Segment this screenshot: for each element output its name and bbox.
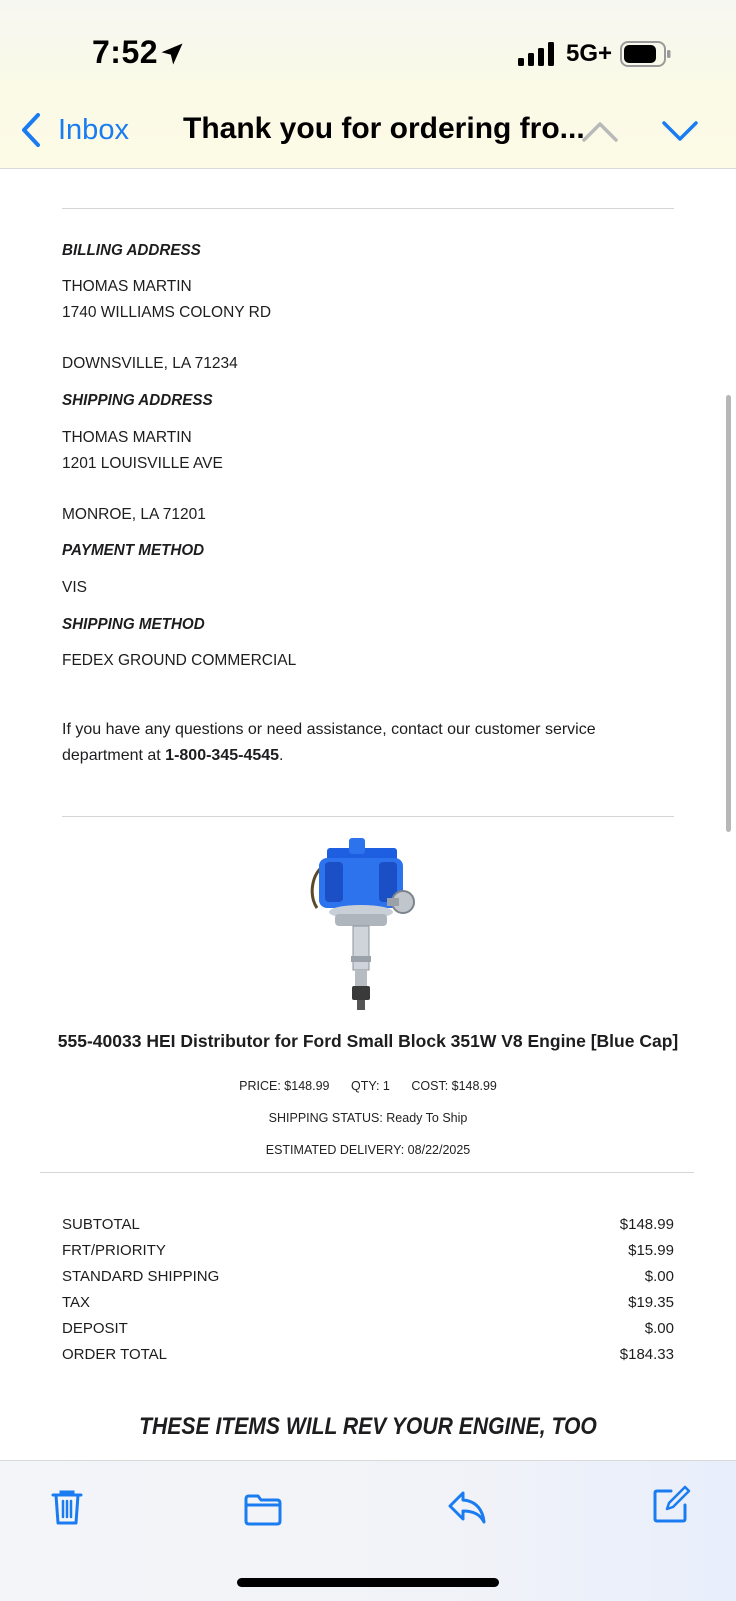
- shipping-address-heading: SHIPPING ADDRESS: [62, 392, 213, 409]
- totals-label: FRT/PRIORITY: [62, 1242, 166, 1259]
- billing-address-heading: BILLING ADDRESS: [62, 242, 201, 259]
- totals-value: $.00: [644, 1268, 674, 1285]
- back-to-inbox-button[interactable]: Inbox: [58, 114, 129, 146]
- email-body[interactable]: [0, 168, 736, 1460]
- battery-icon: [620, 40, 672, 68]
- distributor-product-image[interactable]: [305, 836, 425, 1012]
- product-qty: QTY: 1: [350, 1079, 390, 1093]
- chevron-up-icon[interactable]: [580, 118, 620, 144]
- billing-name: THOMAS MARTIN: [62, 278, 192, 295]
- product-price-row: [0, 1079, 736, 1093]
- estimated-delivery: ESTIMATED DELIVERY: 08/22/2025: [265, 1143, 471, 1157]
- chevron-left-icon[interactable]: [18, 112, 44, 148]
- shipping-method-value: FEDEX GROUND COMMERCIAL: [62, 652, 297, 669]
- top-bar: [0, 0, 736, 169]
- phone-link[interactable]: 1-800-345-4545: [165, 747, 280, 764]
- shipping-status: SHIPPING STATUS: Ready To Ship: [268, 1111, 468, 1125]
- divider: [40, 1172, 694, 1173]
- divider: [62, 208, 674, 209]
- promo-heading: THESE ITEMS WILL REV YOUR ENGINE, TOO: [139, 1413, 597, 1440]
- product-title[interactable]: 555-40033 HEI Distributor for Ford Small Block 351W V8 Engine [Blue Cap]: [57, 1031, 679, 1051]
- home-indicator[interactable]: [237, 1578, 499, 1587]
- totals-value: $.00: [644, 1320, 674, 1337]
- email-subject-title: Thank you for ordering fro...: [183, 112, 585, 145]
- contact-text: If you have any questions or need assistance, contact our customer service department at: [62, 721, 596, 764]
- totals-label: STANDARD SHIPPING: [62, 1268, 220, 1285]
- trash-icon[interactable]: [47, 1487, 87, 1527]
- cellular-signal-icon: [518, 42, 558, 66]
- contact-paragraph: [62, 717, 652, 769]
- shipping-city: MONROE, LA 71201: [62, 506, 206, 523]
- scrollbar[interactable]: [726, 395, 731, 832]
- network-type: 5G+: [566, 40, 613, 67]
- payment-method-heading: PAYMENT METHOD: [62, 542, 205, 559]
- divider: [62, 816, 674, 817]
- location-arrow-icon: [158, 40, 186, 68]
- status-time: 7:52: [92, 34, 159, 70]
- totals-value: $148.99: [619, 1216, 674, 1233]
- totals-value: $15.99: [628, 1242, 674, 1259]
- totals-label: ORDER TOTAL: [62, 1346, 168, 1363]
- billing-street: 1740 WILLIAMS COLONY RD: [62, 304, 272, 321]
- chevron-down-icon[interactable]: [660, 118, 700, 144]
- reply-icon[interactable]: [447, 1487, 487, 1527]
- totals-label: SUBTOTAL: [62, 1216, 140, 1233]
- totals-value: $184.33: [619, 1346, 674, 1363]
- product-price: PRICE: $148.99: [239, 1079, 330, 1093]
- billing-city: DOWNSVILLE, LA 71234: [62, 355, 238, 372]
- product-cost: COST: $148.99: [411, 1079, 497, 1093]
- totals-value: $19.35: [628, 1294, 674, 1311]
- shipping-name: THOMAS MARTIN: [62, 429, 192, 446]
- shipping-method-heading: SHIPPING METHOD: [62, 616, 205, 633]
- totals-label: TAX: [62, 1294, 91, 1311]
- shipping-street: 1201 LOUISVILLE AVE: [62, 455, 223, 472]
- compose-icon[interactable]: [651, 1485, 691, 1525]
- folder-icon[interactable]: [243, 1489, 283, 1529]
- payment-method-value: VIS: [62, 579, 87, 596]
- contact-end: .: [279, 747, 284, 764]
- totals-label: DEPOSIT: [62, 1320, 128, 1337]
